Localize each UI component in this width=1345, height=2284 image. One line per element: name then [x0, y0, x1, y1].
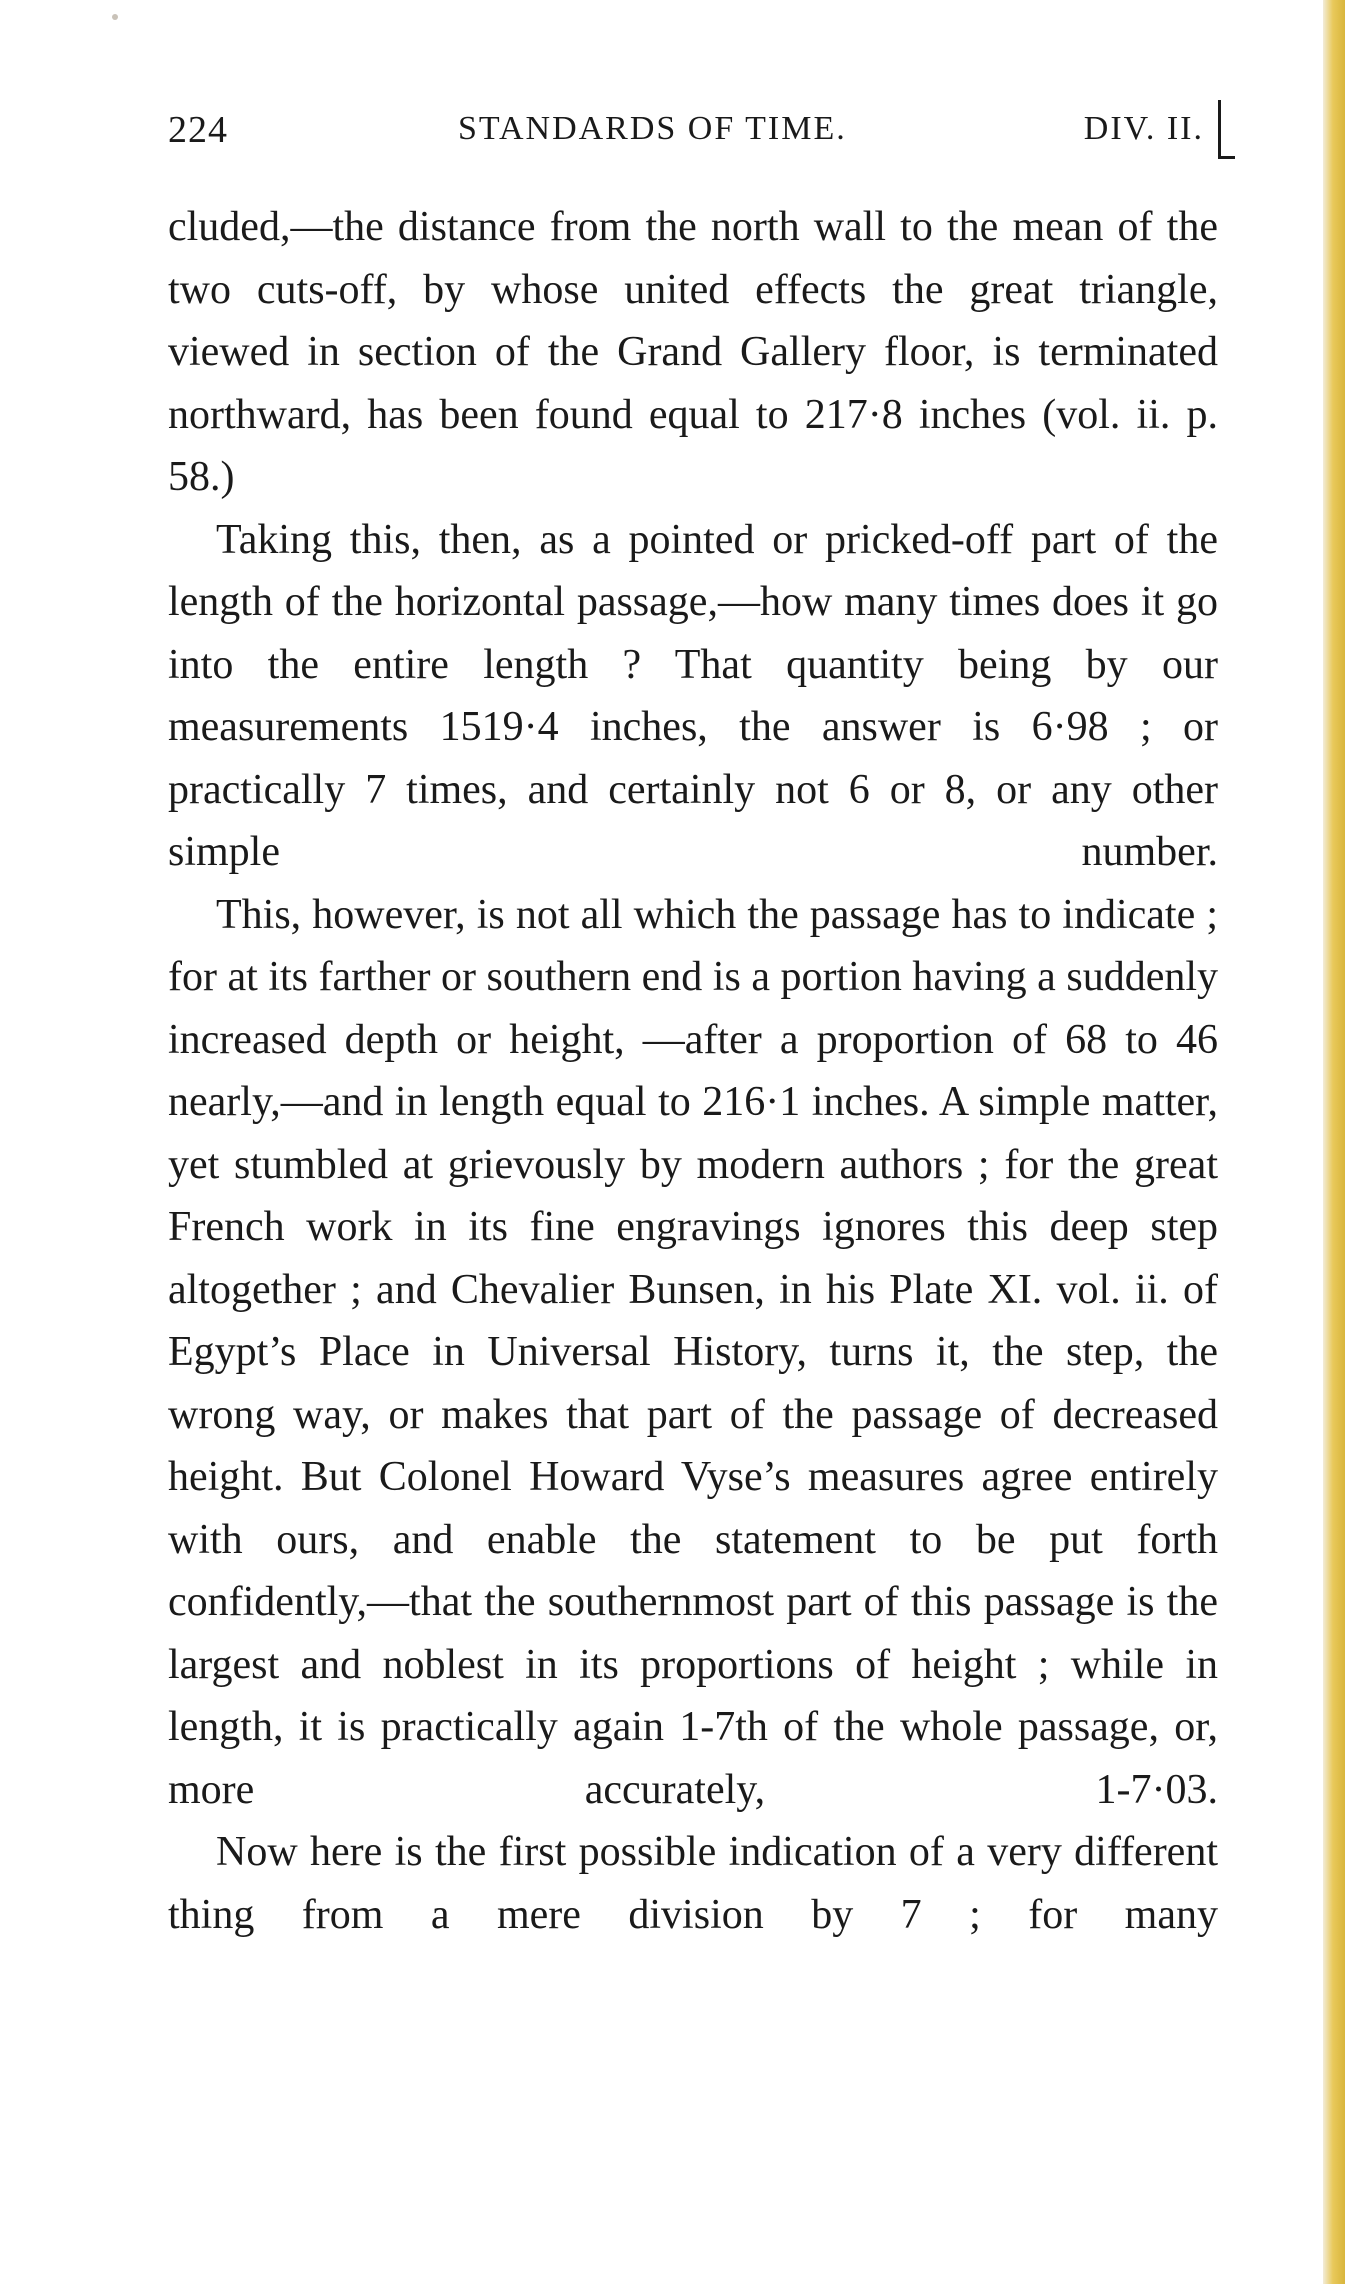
body-text [168, 196, 1218, 1946]
paragraph: Now here is the first possible indication of a very different thing from a mere division by 7 ; for many [168, 1829, 1218, 1938]
section-bracket [1218, 100, 1235, 159]
page-edge [1323, 0, 1345, 2284]
paragraph: Taking this, then, as a pointed or pricked-off part of the length of the horizontal passage,—how many times does it go into the entire length ? That quantity being by our measurements 1519·4 inches, the answer is 6·98 ; or practically 7 times, and certainly not 6 or 8, or any other simple number. [168, 516, 1218, 875]
paragraph: cluded,—the distance from the north wall to the mean of the two cuts-off, by whose united effects the great triangle, viewed in section of the Grand Gallery floor, is terminated northward, has been found equal to 217·8 inches (vol. ii. p. 58.) [168, 204, 1218, 500]
running-title: STANDARDS OF TIME. [458, 110, 847, 147]
page-number: 224 [168, 109, 228, 151]
section-reference: DIV. II. [1083, 110, 1204, 147]
paper-speck [112, 14, 118, 20]
paragraph: This, however, is not all which the passage has to indicate ; for at its farther or southern end is a portion having a suddenly increased depth or height, —after a proportion of 68 to 46 nearly,—and in length equal to 216·1 inches. A simple matter, yet stumbled at grievously by modern authors ; for the great French work in its fine engravings ignores this deep step altogether ; and Chevalier Bunsen, in his Plate XI. vol. ii. of Egypt’s Place in Universal History, turns it, the step, the wrong way, or makes that part of the passage of decreased height. But Colonel Howard Vyse’s measures agree entirely with ours, and enable the statement to be put forth confidently,—that the southernmost part of this passage is the largest and noblest in its proportions of height ; while in length, it is practically again 1-7th of the whole passage, or, more accurately, 1-7·03. [168, 891, 1218, 1813]
running-header [168, 100, 1232, 160]
